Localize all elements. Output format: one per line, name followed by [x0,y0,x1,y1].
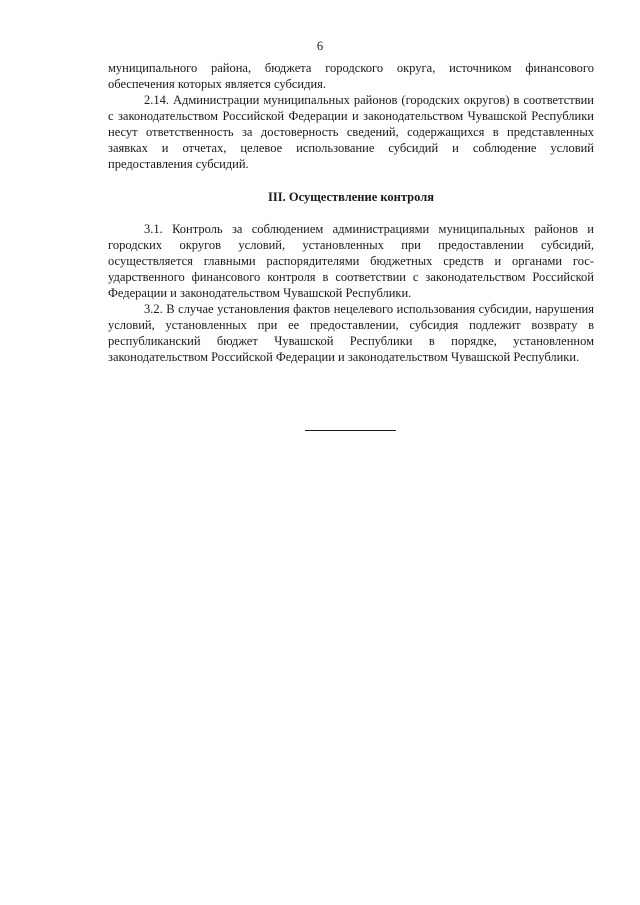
page-number: 6 [316,39,324,53]
end-separator-line [305,430,396,431]
paragraph-2-13-continuation: муниципального района, бюджета городского округа, источником финансового обеспечения которых является субсидия. [108,61,594,91]
paragraph-2-14: 2.14. Администрации муниципальных районов (городских округов) в соответствии с законодательством Российской Федерации и законодательством Чувашской Республики несут ответственность за достоверность сведений, содержащихся в представленных заявках и отчетах, целевое использование субсидий и соблюдение условий предоставления субсидий. [108,93,594,171]
spacer [108,205,594,221]
page-content [108,60,594,365]
spacer [108,172,594,189]
paragraph-3-2: 3.2. В случае установления фактов нецелевого использования субсидии, нарушения условий, установленных при ее предоставлении, субсидия подлежит возврату в республиканский бюджет Чувашской Республики в порядке, установленном законодательством Российской Федерации и законодательством Чувашской Республики. [108,302,594,364]
paragraph-3-1: 3.1. Контроль за соблюдением администрациями муниципальных районов и городских округов условий, установленных при предоставлении субсидий, осуществляется главными распорядителями бюджетных средств и органами государственного финансового контроля в соответствии с законодательством Российской Федерации и законодательством Чувашской Республики. [108,222,594,300]
section-heading: III. Осуществление контроля [268,190,434,204]
